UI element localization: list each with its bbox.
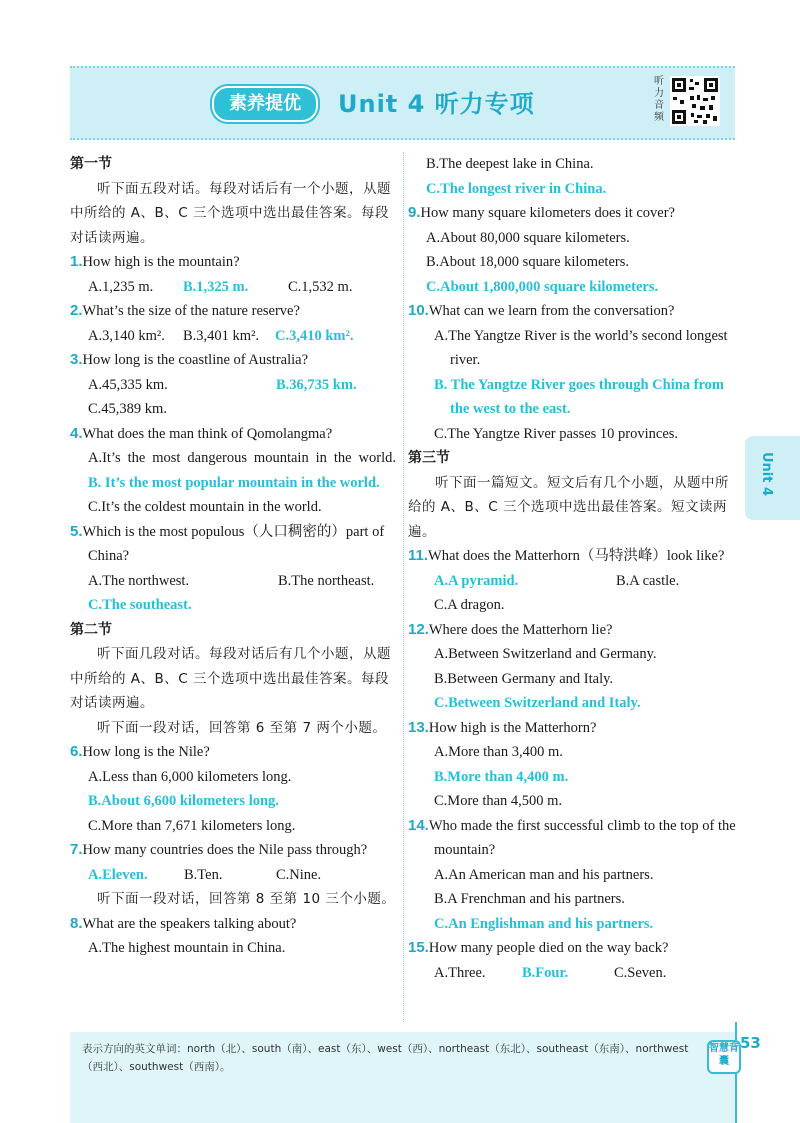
smart-badge: 智慧背囊 <box>707 1040 741 1074</box>
question-text: How high is the Matterhorn? <box>428 719 597 736</box>
section-badge: 素养提优 <box>212 86 318 122</box>
option-a: A.About 80,000 square kilometers. <box>426 229 630 246</box>
options-row <box>70 275 400 300</box>
options-row <box>408 569 738 594</box>
section-heading: 第一节 <box>70 156 112 172</box>
question-number: 8. <box>70 914 83 932</box>
question-text: How long is the Nile? <box>82 744 210 760</box>
section-instruction: 听下面几段对话。每段对话后有几个小题，从题中所给的 A、B、C 三个选项中选出最佳答案。每段对话读两遍。 <box>70 646 391 711</box>
option-a: A.3,140 km². <box>88 327 165 344</box>
section-instruction: 听下面五段对话。每段对话后有一个小题，从题中所给的 A、B、C 三个选项中选出最佳答案。每段对话读两遍。 <box>70 180 391 246</box>
option-b: B.Between Germany and Italy. <box>434 670 614 687</box>
option-c: C.Seven. <box>614 964 667 981</box>
question-number: 14. <box>408 816 429 834</box>
unit-side-tab[interactable] <box>745 436 800 520</box>
section-subinstruction: 听下面一段对话，回答第 8 至第 10 三个小题。 <box>97 891 396 907</box>
question-15 <box>408 936 738 961</box>
option-b: B.About 18,000 square kilometers. <box>426 254 629 270</box>
option-a-text: A.It’s the most dangerous mountain in the world. <box>88 450 396 466</box>
option-b-answer: B.About 6,600 kilometers long. <box>88 793 279 809</box>
option-c-answer: C.An Englishman and his partners. <box>434 915 654 932</box>
option-a-answer: A.A pyramid. <box>434 572 519 589</box>
question-text: What are the speakers talking about? <box>82 915 297 932</box>
option-b-answer: B.Four. <box>522 964 569 981</box>
question-10 <box>408 299 738 324</box>
options-row <box>408 961 738 986</box>
section-heading: 第二节 <box>70 621 112 638</box>
question-number: 10. <box>408 302 429 319</box>
option-c: C.Nine. <box>276 866 322 883</box>
question-text: How many square kilometers does it cover? <box>420 205 675 221</box>
option-c-answer: C.Between Switzerland and Italy. <box>434 695 641 711</box>
column-divider <box>403 152 404 1022</box>
option-c-answer: C.The longest river in China. <box>426 180 607 197</box>
option-b: B.The northeast. <box>278 572 375 589</box>
option-c-answer: C.About 1,800,000 square kilometers. <box>426 278 659 295</box>
section-heading: 第三节 <box>408 450 450 466</box>
question-5 <box>70 520 400 569</box>
option-b: B.A Frenchman and his partners. <box>434 891 625 907</box>
options-row <box>70 863 400 888</box>
question-text: How high is the mountain? <box>82 254 240 270</box>
option-c: C.It’s the coldest mountain in the world. <box>88 499 322 515</box>
question-text: What can we learn from the conversation? <box>428 303 675 319</box>
left-column <box>70 152 400 961</box>
option-a: A.More than 3,400 m. <box>434 744 563 760</box>
question-text: How long is the coastline of Australia? <box>82 352 309 368</box>
option-b: B.The deepest lake in China. <box>426 156 594 172</box>
section-subinstruction: 听下面一段对话，回答第 6 至第 7 两个小题。 <box>97 719 387 736</box>
option-a <box>70 446 396 471</box>
option-b-answer: B.36,735 km. <box>276 376 357 393</box>
option-c-answer: C.3,410 km². <box>275 327 354 344</box>
qr-label: 听力音频 <box>654 76 664 123</box>
option-a: A.1,235 m. <box>88 278 154 295</box>
option-c: C.1,532 m. <box>288 278 353 295</box>
options-row <box>70 324 400 349</box>
option-b-answer: B.1,325 m. <box>183 278 249 295</box>
question-text: How many people died on the way back? <box>428 940 669 956</box>
question-text: How many countries does the Nile pass through? <box>82 842 368 858</box>
question-text: Where does the Matterhorn lie? <box>428 621 613 638</box>
option-c: C.The Yangtze River passes 10 provinces. <box>434 425 679 442</box>
question-number: 1. <box>70 253 83 270</box>
side-tab-label: Unit 4 <box>759 452 774 497</box>
question-number: 9. <box>408 204 421 221</box>
question-number: 3. <box>70 351 83 368</box>
option-a: A.Three. <box>434 964 486 981</box>
option-c: C.A dragon. <box>434 597 505 613</box>
option-c: C.More than 4,500 m. <box>434 793 563 809</box>
qr-code-icon[interactable] <box>670 76 720 126</box>
question-number: 13. <box>408 718 429 736</box>
option-b-answer: B. It’s the most popular mountain in the world. <box>88 474 380 491</box>
option-a: A.An American man and his partners. <box>434 866 654 883</box>
question-11 <box>408 544 738 569</box>
page-number: 53 <box>740 1034 761 1052</box>
option-b: B.3,401 km². <box>183 327 260 344</box>
question-text: What does the man think of Qomolangma? <box>82 425 333 442</box>
question-6 <box>70 740 400 765</box>
option-c: C.45,389 km. <box>88 401 167 417</box>
footer-note: 表示方向的英文单词：north（北）、south（南）、east（东）、west（西）、northeast（东北）、southeast（东南）、northwest（西北）、southwest（西南）。 <box>82 1043 689 1073</box>
option-b: B.Ten. <box>184 866 223 883</box>
options-row <box>70 373 400 398</box>
option-b: B.A castle. <box>616 572 680 589</box>
option-b-answer: B.More than 4,400 m. <box>434 768 569 785</box>
question-2 <box>70 299 400 324</box>
question-number: 6. <box>70 743 83 760</box>
question-text: What’s the size of the nature reserve? <box>82 303 300 319</box>
section-instruction: 听下面一篇短文。短文后有几个小题，从题中所给的 A、B、C 三个选项中选出最佳答案。短文读两遍。 <box>408 474 729 540</box>
option-b-answer: B. The Yangtze River goes through China from the west to the east. <box>434 376 725 417</box>
page-title: Unit 4 听力专项 <box>338 90 535 118</box>
option-a: A.Between Switzerland and Germany. <box>434 646 657 662</box>
option-a: A.The highest mountain in China. <box>88 940 286 956</box>
question-12 <box>408 618 738 643</box>
question-3 <box>70 348 400 373</box>
option-a: A.The Yangtze River is the world’s second longest river. <box>434 327 728 368</box>
option-c: C.More than 7,671 kilometers long. <box>88 817 296 834</box>
option-a: A.Less than 6,000 kilometers long. <box>88 768 292 785</box>
option-a: A.45,335 km. <box>88 376 168 393</box>
option-a: A.The northwest. <box>88 572 190 589</box>
question-number: 12. <box>408 620 429 638</box>
question-13 <box>408 716 738 741</box>
option-a-answer: A.Eleven. <box>88 866 148 883</box>
question-1 <box>70 250 400 275</box>
options-row <box>70 569 400 594</box>
question-number: 11. <box>408 547 429 564</box>
question-text: Which is the most populous（人口稠密的）part of China? <box>82 523 385 564</box>
question-7 <box>70 838 400 863</box>
question-4 <box>70 422 400 447</box>
question-text: What does the Matterhorn（马特洪峰）look like? <box>428 548 725 564</box>
question-number: 5. <box>70 522 83 540</box>
question-number: 15. <box>408 939 429 956</box>
question-number: 2. <box>70 302 83 319</box>
option-c-answer: C.The southeast. <box>88 597 192 613</box>
question-number: 7. <box>70 841 83 858</box>
question-number: 4. <box>70 424 83 442</box>
question-9 <box>408 201 738 226</box>
question-8 <box>70 912 400 937</box>
question-14 <box>408 814 738 863</box>
question-text: Who made the first successful climb to the top of the mountain? <box>428 817 736 858</box>
right-column <box>408 152 738 985</box>
